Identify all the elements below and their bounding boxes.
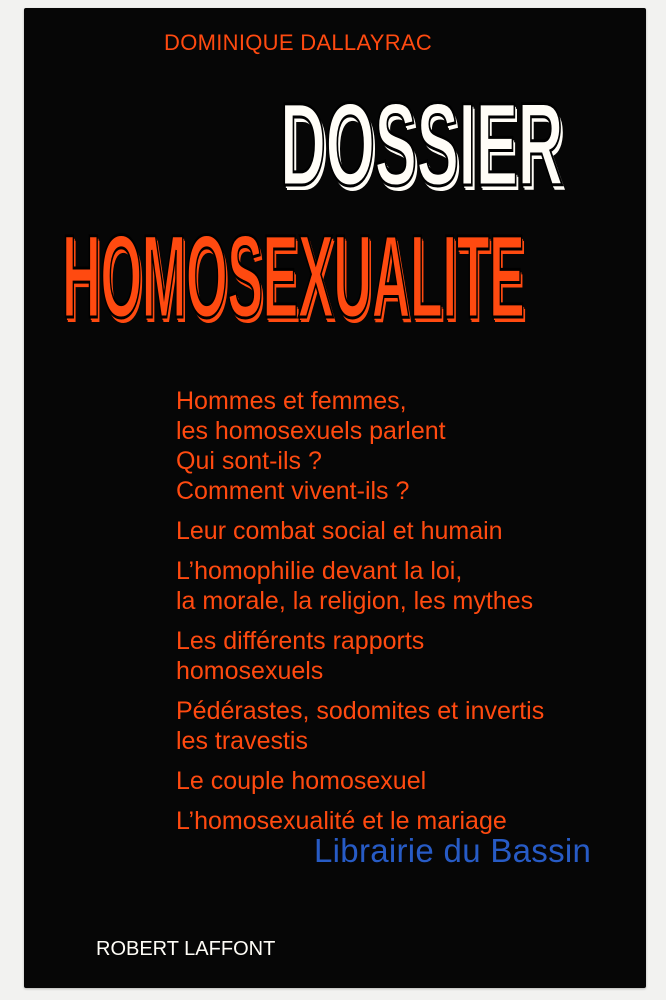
topic-3 [176, 556, 636, 616]
title-line-homosexualite: HOMOSEXUALITE [62, 211, 525, 343]
topic-4-line-2: homosexuels [176, 657, 324, 685]
topic-1-line-4: Comment vivent-ils ? [176, 477, 410, 505]
topic-4 [176, 626, 636, 686]
topic-4-line-1: Les différents rapports [176, 627, 425, 655]
topics-list [176, 386, 636, 846]
topic-5 [176, 696, 636, 756]
topic-1-line-1: Hommes et femmes, [176, 387, 407, 415]
topic-2 [176, 516, 636, 546]
topic-5-line-2: les travestis [176, 727, 308, 755]
topic-6-line-1: Le couple homosexuel [176, 767, 427, 795]
topic-3-line-1: L’homophilie devant la loi, [176, 557, 463, 585]
topic-1-line-2: les homosexuels parlent [176, 417, 446, 445]
topic-7-line-1: L’homosexualité et le mariage [176, 807, 507, 835]
title-line-dossier: DOSSIER [280, 79, 564, 211]
topic-5-line-1: Pédérastes, sodomites et invertis [176, 697, 545, 725]
topic-1 [176, 386, 636, 506]
watermark-text: Librairie du Bassin [314, 832, 592, 869]
topic-1-line-3: Qui sont-ils ? [176, 447, 322, 475]
topic-2-line-1: Leur combat social et humain [176, 517, 503, 545]
topic-6 [176, 766, 636, 796]
author-name: DOMINIQUE DALLAYRAC [164, 30, 433, 55]
publisher-name: ROBERT LAFFONT [96, 938, 276, 960]
topic-3-line-2: la morale, la religion, les mythes [176, 587, 534, 615]
